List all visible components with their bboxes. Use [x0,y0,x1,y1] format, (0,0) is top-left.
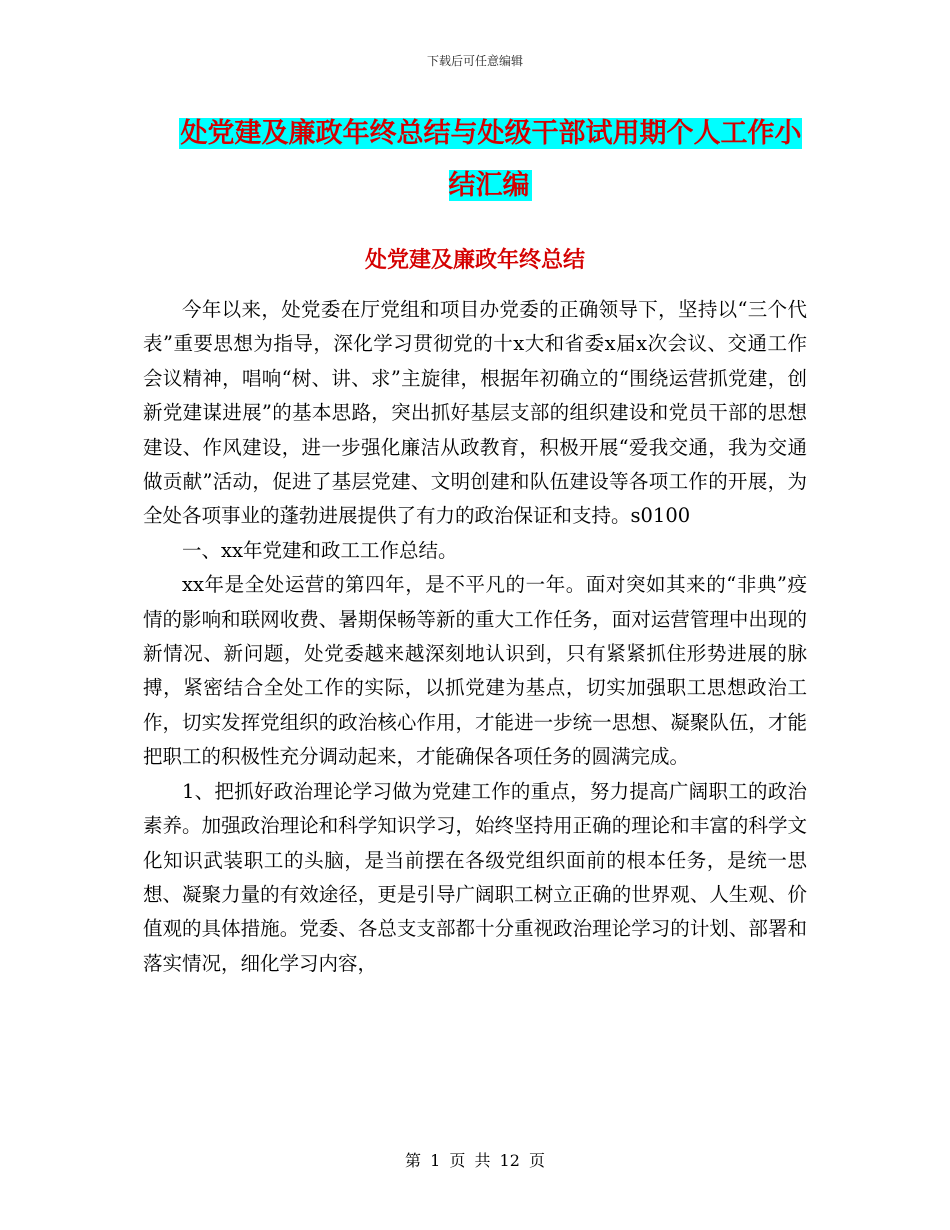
document-title-highlight: 处党建及廉政年终总结与处级干部试用期个人工作小结汇编 [180,118,802,201]
section-title: 处党建及廉政年终总结 [364,247,585,273]
document-title [170,108,810,212]
page-header-note: 下载后可任意编辑 [426,54,523,68]
document-body [143,293,807,981]
page-number: 第 1 页 共 12 页 [405,1151,545,1170]
body-paragraph: xx年是全处运营的第四年，是不平凡的一年。面对突如其来的“非典”疫情的影响和联网收费、暑期保畅等新的重大工作任务，面对运营管理中出现的新情况、新问题，处党委越来越深刻地认识到，只有紧紧抓住形势进展的脉搏，紧密结合全处工作的实际，以抓党建为基点，切实加强职工思想政治工作，切实发挥党组织的政治核心作用，才能进一步统一思想、凝聚队伍，才能把职工的积极性充分调动起来，才能确保各项任务的圆满完成。 [143,573,807,769]
body-paragraph: 1、把抓好政治理论学习做为党建工作的重点，努力提高广阔职工的政治素养。加强政治理论和科学知识学习，始终坚持用正确的理论和丰富的科学文化知识武装职工的头脑，是当前摆在各级党组织面前的根本任务，是统一思想、凝聚力量的有效途径，更是引导广阔职工树立正确的世界观、人生观、价值观的具体措施。党委、各总支支部都十分重视政治理论学习的计划、部署和落实情况，细化学习内容， [143,779,807,975]
body-paragraph: 一、xx年党建和政工工作总结。 [182,538,458,562]
body-paragraph: 今年以来，处党委在厅党组和项目办党委的正确领导下，坚持以“三个代表”重要思想为指导，深化学习贯彻党的十x大和省委x届x次会议、交通工作会议精神，唱响“树、讲、求”主旋律，根据年初确立的“围绕运营抓党建，创新党建谋进展”的基本思路，突出抓好基层支部的组织建设和党员干部的思想建设、作风建设，进一步强化廉洁从政教育，积极开展“爱我交通，我为交通做贡献”活动，促进了基层党建、文明创建和队伍建设等各项工作的开展，为全处各项事业的蓬勃进展提供了有力的政治保证和支持。s0100 [143,298,807,528]
